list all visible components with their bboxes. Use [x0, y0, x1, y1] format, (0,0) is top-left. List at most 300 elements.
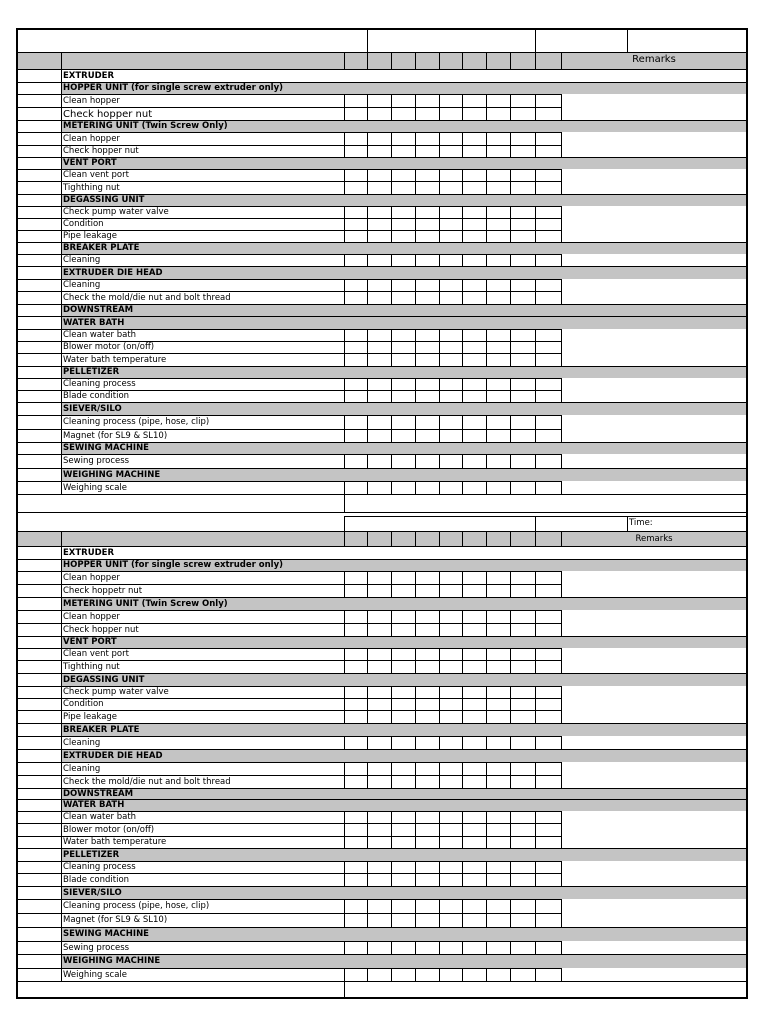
grid-line [17, 494, 747, 495]
grid-line [17, 799, 747, 800]
checklist-item-label: Cleaning process (pipe, hose, clip) [63, 901, 210, 911]
grid-line [535, 390, 536, 402]
grid-line [439, 710, 440, 723]
grid-line [344, 107, 345, 120]
grid-line [510, 899, 511, 913]
section-band [61, 749, 747, 762]
grid-line [391, 415, 392, 429]
section-heading: VENT PORT [63, 158, 117, 168]
time-label: Time: [629, 518, 653, 528]
grid-line [391, 279, 392, 291]
grid-line [535, 836, 536, 848]
checklist-item-label: Check hoppetr nut [63, 585, 143, 596]
grid-line [510, 107, 511, 120]
grid-line [391, 823, 392, 836]
grid-line [439, 899, 440, 913]
grid-line [391, 660, 392, 673]
grid-line [367, 913, 368, 927]
grid-line [535, 584, 536, 597]
grid-line [462, 353, 463, 366]
grid-line [391, 610, 392, 623]
section-heading: SIEVER/SILO [63, 887, 122, 898]
section-band [61, 194, 747, 206]
section-heading: WEIGHING MACHINE [63, 469, 161, 480]
grid-line [415, 52, 416, 69]
checklist-item-label: Blade condition [63, 874, 130, 885]
grid-line [510, 279, 511, 291]
grid-line [535, 531, 536, 546]
section-heading: WATER BATH [63, 800, 125, 810]
grid-line [439, 836, 440, 848]
grid-line [510, 941, 511, 954]
grid-line [415, 218, 416, 230]
grid-line [367, 861, 368, 873]
grid-line [561, 481, 562, 494]
grid-line [391, 107, 392, 120]
grid-line [391, 710, 392, 723]
section-heading: PELLETIZER [63, 367, 120, 377]
checklist-item-label: Weighing scale [63, 969, 128, 980]
grid-line [486, 353, 487, 366]
grid-line [486, 132, 487, 145]
grid-line [439, 736, 440, 749]
grid-line [415, 686, 416, 698]
grid-line [561, 861, 562, 886]
grid-line [561, 279, 562, 304]
grid-line [462, 329, 463, 341]
grid-line [415, 353, 416, 366]
grid-line [17, 366, 747, 367]
grid-line [439, 968, 440, 981]
grid-line [486, 686, 487, 698]
grid-line [439, 913, 440, 927]
grid-line [561, 686, 562, 723]
grid-line [17, 848, 747, 849]
grid-line [439, 531, 440, 546]
grid-line [367, 823, 368, 836]
grid-line [439, 353, 440, 366]
grid-line [439, 623, 440, 636]
grid-line [510, 968, 511, 981]
grid-line [344, 181, 345, 194]
grid-line [510, 390, 511, 402]
grid-line [391, 254, 392, 266]
grid-line [535, 762, 536, 775]
grid-line [535, 329, 536, 341]
remarks-header-2: Remarks [635, 534, 673, 544]
grid-line [391, 329, 392, 341]
grid-line [391, 531, 392, 546]
checklist-item-label: Check hopper nut [63, 108, 153, 120]
section-heading: DOWNSTREAM [63, 305, 134, 315]
grid-line [344, 291, 345, 304]
grid-line [462, 206, 463, 218]
grid-line [535, 775, 536, 788]
grid-line [462, 775, 463, 788]
grid-line [415, 736, 416, 749]
grid-line [17, 52, 747, 53]
grid-line [535, 913, 536, 927]
grid-line [510, 648, 511, 660]
grid-line [535, 169, 536, 181]
grid-line [367, 341, 368, 353]
grid-line [439, 132, 440, 145]
checklist-item-label: Check hopper nut [63, 146, 139, 156]
grid-line [510, 145, 511, 157]
grid-line [439, 230, 440, 242]
grid-line [367, 145, 368, 157]
grid-line [462, 698, 463, 710]
grid-line [486, 329, 487, 341]
grid-line [391, 341, 392, 353]
grid-line [486, 52, 487, 69]
grid-line [535, 28, 536, 52]
grid-line [462, 899, 463, 913]
grid-line [415, 531, 416, 546]
grid-line [510, 571, 511, 584]
grid-line [535, 610, 536, 623]
grid-line [367, 623, 368, 636]
grid-line [535, 254, 536, 266]
grid-line [439, 571, 440, 584]
grid-line [535, 873, 536, 886]
checklist-item-label: Clean water bath [63, 330, 137, 340]
grid-line [486, 836, 487, 848]
grid-line [535, 698, 536, 710]
checklist-item-label: Clean vent port [63, 649, 129, 659]
checklist-item-label: Check pump water valve [63, 207, 169, 217]
grid-line [535, 968, 536, 981]
grid-line [462, 873, 463, 886]
checklist-item-label: Clean water bath [63, 812, 137, 822]
grid-line [344, 941, 345, 954]
grid-line [344, 823, 345, 836]
checklist-item-label: Sewing process [63, 456, 130, 466]
grid-line [486, 390, 487, 402]
grid-line [439, 169, 440, 181]
grid-line [439, 52, 440, 69]
section-band [61, 886, 747, 899]
grid-line [462, 531, 463, 546]
remarks-header-1: Remarks [632, 54, 676, 65]
grid-line [462, 571, 463, 584]
section-band [61, 442, 747, 454]
grid-line [462, 132, 463, 145]
section-band [61, 366, 747, 378]
grid-line [415, 623, 416, 636]
grid-line [344, 341, 345, 353]
section-heading: HOPPER UNIT (for single screw extruder only) [63, 560, 284, 570]
grid-line [510, 454, 511, 468]
grid-line [367, 353, 368, 366]
grid-line [367, 698, 368, 710]
grid-line [535, 454, 536, 468]
grid-line [367, 899, 368, 913]
section-heading: HOPPER UNIT (for single screw extruder only) [63, 83, 284, 93]
grid-line [367, 94, 368, 107]
grid-line [486, 454, 487, 468]
grid-line [486, 941, 487, 954]
grid-line [391, 52, 392, 69]
grid-line [535, 353, 536, 366]
grid-line [344, 836, 345, 848]
section-heading: EXTRUDER DIE HEAD [63, 750, 163, 761]
grid-line [415, 762, 416, 775]
grid-line [462, 390, 463, 402]
checklist-item-label: Clean hopper [63, 572, 120, 583]
grid-line [391, 230, 392, 242]
grid-line [367, 811, 368, 823]
grid-line [344, 861, 345, 873]
grid-line [439, 811, 440, 823]
grid-line [462, 230, 463, 242]
section-heading: WEIGHING MACHINE [63, 956, 161, 966]
grid-line [510, 584, 511, 597]
grid-line [367, 378, 368, 390]
grid-line [391, 132, 392, 145]
grid-line [391, 861, 392, 873]
grid-line [486, 648, 487, 660]
grid-line [510, 873, 511, 886]
grid-line [439, 873, 440, 886]
checklist-item-label: Blade condition [63, 391, 130, 401]
grid-line [510, 291, 511, 304]
grid-line [344, 429, 345, 442]
grid-line [561, 206, 562, 242]
grid-line [462, 181, 463, 194]
outer-border [746, 28, 748, 999]
grid-line [17, 157, 747, 158]
grid-line [462, 481, 463, 494]
grid-line [486, 623, 487, 636]
grid-line [415, 710, 416, 723]
grid-line [510, 329, 511, 341]
grid-line [415, 811, 416, 823]
outer-border [16, 28, 18, 999]
grid-line [367, 775, 368, 788]
grid-line [486, 206, 487, 218]
grid-line [486, 861, 487, 873]
grid-line [510, 254, 511, 266]
grid-line [535, 710, 536, 723]
grid-line [415, 941, 416, 954]
grid-line [535, 736, 536, 749]
grid-line [627, 28, 628, 52]
grid-line [344, 648, 345, 660]
grid-line [391, 145, 392, 157]
grid-line [510, 206, 511, 218]
checklist-item-label: Cleaning [63, 763, 101, 774]
grid-line [486, 107, 487, 120]
grid-line [486, 584, 487, 597]
grid-line [535, 686, 536, 698]
section-band [61, 788, 747, 799]
grid-line [391, 873, 392, 886]
grid-line [486, 873, 487, 886]
grid-line [486, 145, 487, 157]
grid-line [344, 762, 345, 775]
grid-line [344, 775, 345, 788]
grid-line [367, 132, 368, 145]
grid-line [391, 94, 392, 107]
grid-line [367, 279, 368, 291]
grid-line [486, 291, 487, 304]
grid-line [535, 481, 536, 494]
grid-line [462, 968, 463, 981]
grid-line [344, 710, 345, 723]
grid-line [486, 531, 487, 546]
section-heading: EXTRUDER DIE HEAD [63, 267, 163, 278]
grid-line [415, 913, 416, 927]
grid-line [439, 610, 440, 623]
grid-line [344, 230, 345, 242]
grid-line [367, 762, 368, 775]
grid-line [439, 686, 440, 698]
grid-line [561, 941, 562, 954]
grid-line [344, 811, 345, 823]
checklist-item-label: Check the mold/die nut and bolt thread [63, 292, 231, 303]
grid-line [415, 481, 416, 494]
grid-line [535, 660, 536, 673]
grid-line [535, 941, 536, 954]
grid-line [535, 429, 536, 442]
grid-line [439, 648, 440, 660]
grid-line [462, 823, 463, 836]
grid-line [391, 836, 392, 848]
grid-line [462, 762, 463, 775]
grid-line [367, 610, 368, 623]
grid-line [535, 823, 536, 836]
grid-line [367, 429, 368, 442]
grid-line [439, 762, 440, 775]
grid-line [510, 429, 511, 442]
grid-line [510, 132, 511, 145]
grid-line [439, 107, 440, 120]
grid-line [510, 736, 511, 749]
section-heading: DEGASSING UNIT [63, 195, 145, 205]
checklist-item-label: Clean hopper [63, 611, 120, 622]
section-heading: DOWNSTREAM [63, 788, 134, 799]
section-heading: SEWING MACHINE [63, 929, 149, 939]
grid-line [486, 218, 487, 230]
grid-line [439, 698, 440, 710]
grid-line [367, 481, 368, 494]
grid-line [510, 710, 511, 723]
section-heading: METERING UNIT (Twin Screw Only) [63, 121, 228, 131]
grid-line [367, 254, 368, 266]
grid-line [535, 94, 536, 107]
grid-line [61, 69, 62, 494]
grid-line [535, 218, 536, 230]
checklist-item-label: Weighing scale [63, 482, 128, 493]
checklist-item-label: Tighthing nut [63, 661, 120, 672]
grid-line [439, 775, 440, 788]
grid-line [510, 836, 511, 848]
grid-line [415, 378, 416, 390]
grid-line [510, 181, 511, 194]
grid-line [344, 169, 345, 181]
grid-line [486, 610, 487, 623]
grid-line [535, 378, 536, 390]
grid-line [344, 481, 345, 494]
grid-line [344, 378, 345, 390]
grid-line [462, 169, 463, 181]
checklist-item-label: Check the mold/die nut and bolt thread [63, 776, 231, 787]
grid-line [535, 206, 536, 218]
checklist-item-label: Cleaning [63, 280, 101, 290]
grid-line [344, 531, 345, 546]
grid-line [439, 584, 440, 597]
grid-line [415, 279, 416, 291]
checklist-item-label: Tighthing nut [63, 182, 120, 193]
grid-line [561, 52, 562, 69]
grid-line [486, 481, 487, 494]
grid-line [415, 775, 416, 788]
grid-line [391, 941, 392, 954]
section-band [61, 304, 747, 316]
grid-line [391, 623, 392, 636]
grid-line [367, 169, 368, 181]
grid-line [535, 861, 536, 873]
grid-line [344, 686, 345, 698]
grid-line [439, 218, 440, 230]
outer-border [16, 997, 748, 999]
checklist-item-label: Condition [63, 219, 104, 229]
grid-line [415, 429, 416, 442]
grid-line [439, 341, 440, 353]
grid-line [367, 571, 368, 584]
grid-line [486, 415, 487, 429]
grid-line [367, 454, 368, 468]
grid-line [535, 571, 536, 584]
grid-line [17, 512, 747, 513]
grid-line [344, 132, 345, 145]
grid-line [415, 823, 416, 836]
grid-line [367, 415, 368, 429]
grid-line [344, 736, 345, 749]
grid-line [391, 736, 392, 749]
grid-line [391, 454, 392, 468]
grid-line [439, 279, 440, 291]
section-heading: EXTRUDER [63, 70, 115, 81]
grid-line [510, 378, 511, 390]
grid-line [510, 52, 511, 69]
grid-line [367, 230, 368, 242]
grid-line [415, 169, 416, 181]
grid-line [344, 218, 345, 230]
grid-line [486, 968, 487, 981]
grid-line [535, 132, 536, 145]
grid-line [344, 454, 345, 468]
checklist-item-label: Water bath temperature [63, 837, 167, 847]
grid-line [344, 516, 747, 517]
grid-line [344, 913, 345, 927]
grid-line [439, 329, 440, 341]
grid-line [510, 230, 511, 242]
grid-line [367, 968, 368, 981]
grid-line [391, 390, 392, 402]
checklist-item-label: Check hopper nut [63, 624, 139, 635]
grid-line [344, 206, 345, 218]
grid-line [462, 861, 463, 873]
grid-line [535, 52, 536, 69]
grid-line [415, 329, 416, 341]
section-band [61, 316, 747, 329]
grid-line [439, 145, 440, 157]
grid-line [561, 378, 562, 402]
grid-line [561, 254, 562, 266]
grid-line [367, 218, 368, 230]
